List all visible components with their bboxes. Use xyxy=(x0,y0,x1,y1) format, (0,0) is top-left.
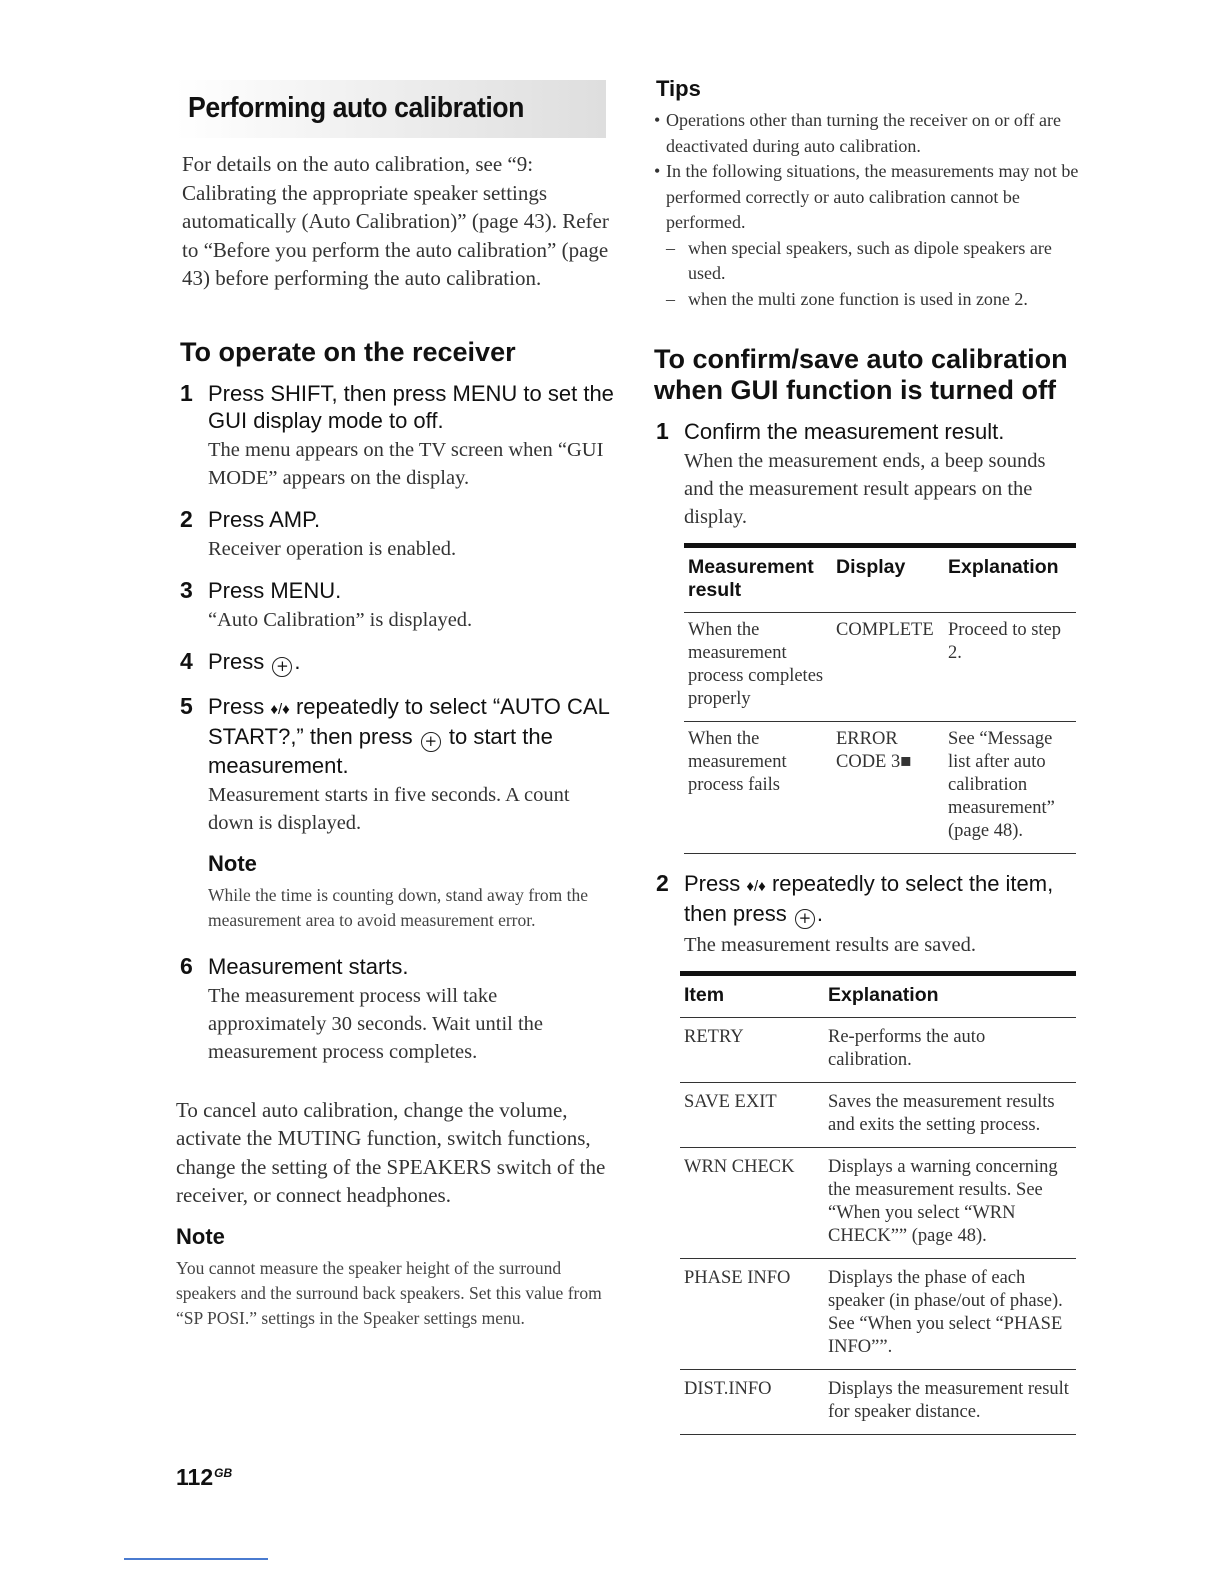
enter-button-icon: + xyxy=(272,657,292,677)
tips-list xyxy=(652,108,1080,312)
page-number-text: 112 xyxy=(176,1464,214,1490)
step-number: 5 xyxy=(180,692,193,719)
step-text: to start the measurement. xyxy=(208,723,553,778)
tip-sub-item: – when special speakers, such as dipole speakers are used. xyxy=(652,236,1080,287)
page-number xyxy=(176,1464,232,1491)
step-text: . xyxy=(816,901,823,926)
step-text: Press xyxy=(208,693,271,719)
tips-heading: Tips xyxy=(656,76,701,101)
section-heading-operate: To operate on the receiver xyxy=(180,336,516,367)
table-cell: COMPLETE xyxy=(832,613,944,722)
table-header-row xyxy=(684,546,1076,613)
table-cell: DIST.INFO xyxy=(680,1370,824,1435)
column-header: Explanation xyxy=(944,546,1076,613)
step-text: Press xyxy=(684,871,747,896)
page-suffix: GB xyxy=(214,1466,233,1480)
table-cell: ERROR CODE 3■ xyxy=(832,722,944,854)
column-header: Explanation xyxy=(824,974,1076,1018)
table-cell: Displays the phase of each speaker (in phase/out of phase). See “When you select “PHASE INFO””. xyxy=(824,1259,1076,1370)
step-body: Measurement starts in five seconds. A count down is displayed. xyxy=(208,783,570,834)
intro-paragraph: For details on the auto calibration, see “9: Calibrating the appropriate speaker settings automatically (Auto Calibration)” (page 43). Refer to “Before you perform the auto calibration” (page 43) before performing the auto calibration. xyxy=(182,152,609,290)
step-body: The measurement process will take approximately 30 seconds. Wait until the measurement process completes. xyxy=(208,984,544,1063)
step-body: When the measurement ends, a beep sounds and the measurement result appears on the display. xyxy=(684,450,1046,528)
step-number: 2 xyxy=(180,505,193,532)
table-cell: When the measurement process fails xyxy=(684,722,832,854)
step-heading: Press MENU. xyxy=(208,577,342,603)
tip-item: • In the following situations, the measurements may not be performed correctly or auto calibration cannot be performed. xyxy=(652,159,1080,236)
tip-sub-item: – when the multi zone function is used in zone 2. xyxy=(652,287,1080,313)
up-down-arrows-icon: ♦/♦ xyxy=(746,878,766,895)
up-down-arrows-icon: ♦/♦ xyxy=(270,700,290,718)
step-4 xyxy=(176,648,616,677)
step-text: Press xyxy=(208,648,265,674)
table-row xyxy=(684,722,1076,854)
table-row xyxy=(680,1370,1076,1435)
table-cell: RETRY xyxy=(680,1018,824,1083)
cancel-paragraph: To cancel auto calibration, change the volume, activate the MUTING function, switch functions, change the setting of the SPEAKERS switch of the receiver, or connect headphones. xyxy=(176,1097,606,1207)
page-title: Performing auto calibration xyxy=(188,92,524,124)
left-column xyxy=(176,80,616,1331)
step-heading: Press AMP. xyxy=(208,506,321,532)
table-cell: Saves the measurement results and exits the setting process. xyxy=(824,1083,1076,1148)
step-2 xyxy=(176,506,616,563)
step-number: 4 xyxy=(180,647,193,674)
step-heading: Measurement starts. xyxy=(208,953,409,979)
step-number: 6 xyxy=(180,952,193,979)
column-header: Measurement result xyxy=(684,546,832,613)
step-body: “Auto Calibration” is displayed. xyxy=(208,608,473,631)
confirm-step-2 xyxy=(652,870,1080,959)
table-cell: Displays a warning concerning the measurement results. See “When you select “WRN CHECK”” (page 48). xyxy=(824,1148,1076,1259)
table-row xyxy=(684,613,1076,722)
step-number: 1 xyxy=(180,379,193,406)
table-cell: Displays the measurement result for speaker distance. xyxy=(824,1370,1076,1435)
table-row xyxy=(680,1083,1076,1148)
item-table xyxy=(680,971,1076,1435)
table-cell: SAVE EXIT xyxy=(680,1083,824,1148)
step-text: . xyxy=(294,648,301,674)
table-header-row xyxy=(680,974,1076,1018)
step-heading xyxy=(684,870,1080,929)
step-1 xyxy=(176,380,616,492)
column-header: Item xyxy=(680,974,824,1018)
step5-note-heading: Note xyxy=(208,850,257,876)
step-5 xyxy=(176,693,616,933)
step-heading: Confirm the measurement result. xyxy=(684,419,1005,444)
section-heading-confirm: To confirm/save auto calibration when GUI function is turned off xyxy=(654,344,1068,405)
step-body: The measurement results are saved. xyxy=(684,934,977,956)
step-text: repeatedly to select “AUTO CAL START?,” then press xyxy=(208,693,609,749)
table-cell: Proceed to step 2. xyxy=(944,613,1076,722)
title-band xyxy=(176,80,606,138)
footer-rule xyxy=(124,1558,268,1560)
step-heading: Press SHIFT, then press MENU to set the GUI display mode to off. xyxy=(208,380,614,433)
table-cell: PHASE INFO xyxy=(680,1259,824,1370)
table-row xyxy=(680,1148,1076,1259)
table-cell: WRN CHECK xyxy=(680,1148,824,1259)
note-heading: Note xyxy=(176,1223,225,1249)
table-row xyxy=(680,1259,1076,1370)
step-heading xyxy=(208,648,616,677)
step-number: 2 xyxy=(656,870,669,896)
step-number: 1 xyxy=(656,418,669,444)
table-cell: See “Message list after auto calibration measurement” (page 48). xyxy=(944,722,1076,854)
step-body: Receiver operation is enabled. xyxy=(208,537,457,560)
step-heading xyxy=(208,693,616,779)
enter-button-icon: + xyxy=(421,732,441,752)
step5-note-text: While the time is counting down, stand away from the measurement area to avoid measurement error. xyxy=(208,884,589,930)
right-column xyxy=(652,76,1080,1435)
step-body: The menu appears on the TV screen when “GUI MODE” appears on the display. xyxy=(208,438,604,489)
table-row xyxy=(680,1018,1076,1083)
step-number: 3 xyxy=(180,576,193,603)
enter-button-icon: + xyxy=(795,909,815,929)
table-cell: Re-performs the auto calibration. xyxy=(824,1018,1076,1083)
tip-item: • Operations other than turning the receiver on or off are deactivated during auto calibration. xyxy=(652,108,1080,159)
column-header: Display xyxy=(832,546,944,613)
measurement-result-table xyxy=(684,543,1076,854)
note-text: You cannot measure the speaker height of the surround speakers and the surround back speakers. Set this value from “SP POSI.” settings in the Speaker settings menu. xyxy=(176,1257,602,1328)
step-3 xyxy=(176,577,616,634)
table-cell: When the measurement process completes properly xyxy=(684,613,832,722)
step-text: repeatedly to select the item, then press xyxy=(684,871,1054,926)
confirm-step-1 xyxy=(652,418,1080,531)
step-6 xyxy=(176,953,616,1066)
